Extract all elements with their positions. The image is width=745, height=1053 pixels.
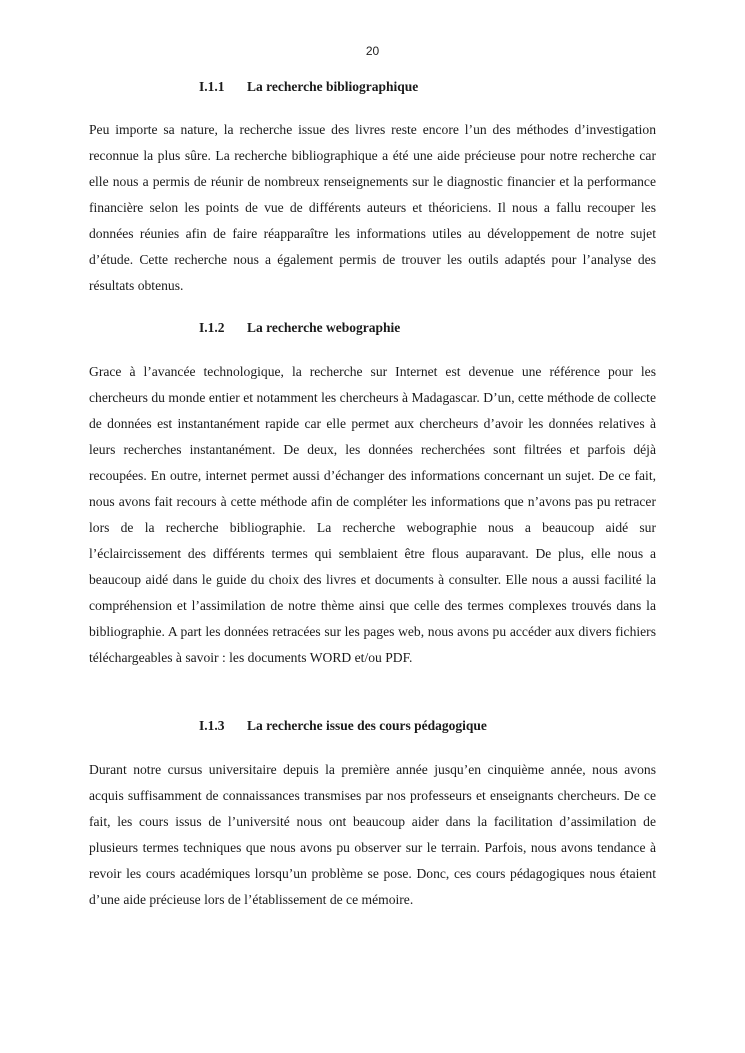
section-number: I.1.1 <box>199 79 225 94</box>
section-heading-1-1-1 <box>199 79 418 95</box>
section-number: I.1.2 <box>199 320 225 335</box>
section-paragraph: Peu importe sa nature, la recherche issue des livres reste encore l’un des méthodes d’investigation reconnue la plus sûre. La recherche bibliographique a été une aide précieuse pour notre recherche car elle nous a permis de réunir de nombreux renseignements sur le diagnostic financier et la performance financière selon les points de vue de différents auteurs et théoriciens. Il nous a fallu recouper les données réunies afin de faire réapparaître les informations utiles au développement de notre sujet d’étude. Cette recherche nous a également permis de trouver les outils adaptés pour l’analyse des résultats obtenus. <box>89 122 656 293</box>
section-title: La recherche webographie <box>247 320 401 335</box>
section-number: I.1.3 <box>199 718 225 733</box>
section-heading-1-1-2 <box>199 320 400 336</box>
section-heading-1-1-3 <box>199 718 487 734</box>
section-paragraph: Grace à l’avancée technologique, la recherche sur Internet est devenue une référence pour les chercheurs du monde entier et notamment les chercheurs à Madagascar. D’un, cette méthode de collecte de données est instantanément rapide car elle permet aux chercheurs d’avoir les données relatives à leurs recherches instantanément. De deux, les données recherchées sont filtrées et parfois déjà recoupées. En outre, internet permet aussi d’échanger des informations concernant un sujet. De ce fait, nous avons fait recours à cette méthode afin de compléter les informations que n’avons pas pu retracer lors de la recherche bibliographie. La recherche webographie nous a beaucoup aidé sur l’éclaircissement des différents termes qui semblaient être flous auparavant. De plus, elle nous a beaucoup aidé dans le guide du choix des livres et documents à consulter. Elle nous a aussi facilité la compréhension et l’assimilation de notre thème ainsi que celle des termes complexes trouvés dans la bibliographie. A part les données retracées sur les pages web, nous avons pu accéder aux divers fichiers téléchargeables à savoir : les documents WORD et/ou PDF. <box>89 364 656 665</box>
section-title: La recherche bibliographique <box>247 79 419 94</box>
section-title: La recherche issue des cours pédagogique <box>247 718 487 733</box>
section-paragraph: Durant notre cursus universitaire depuis la première année jusqu’en cinquième année, nous avons acquis suffisamment de connaissances transmises par nos professeurs et enseignants chercheurs. De ce fait, les cours issus de l’université nous ont beaucoup aider dans la facilitation d’assimilation de plusieurs termes techniques que nous avons pu observer sur le terrain. Parfois, nous avons tendance à revoir les cours académiques lorsqu’un problème se pose. Donc, ces cours pédagogiques nous étaient d’une aide précieuse lors de l’établissement de ce mémoire. <box>89 762 656 907</box>
page-number: 20 <box>365 44 380 58</box>
